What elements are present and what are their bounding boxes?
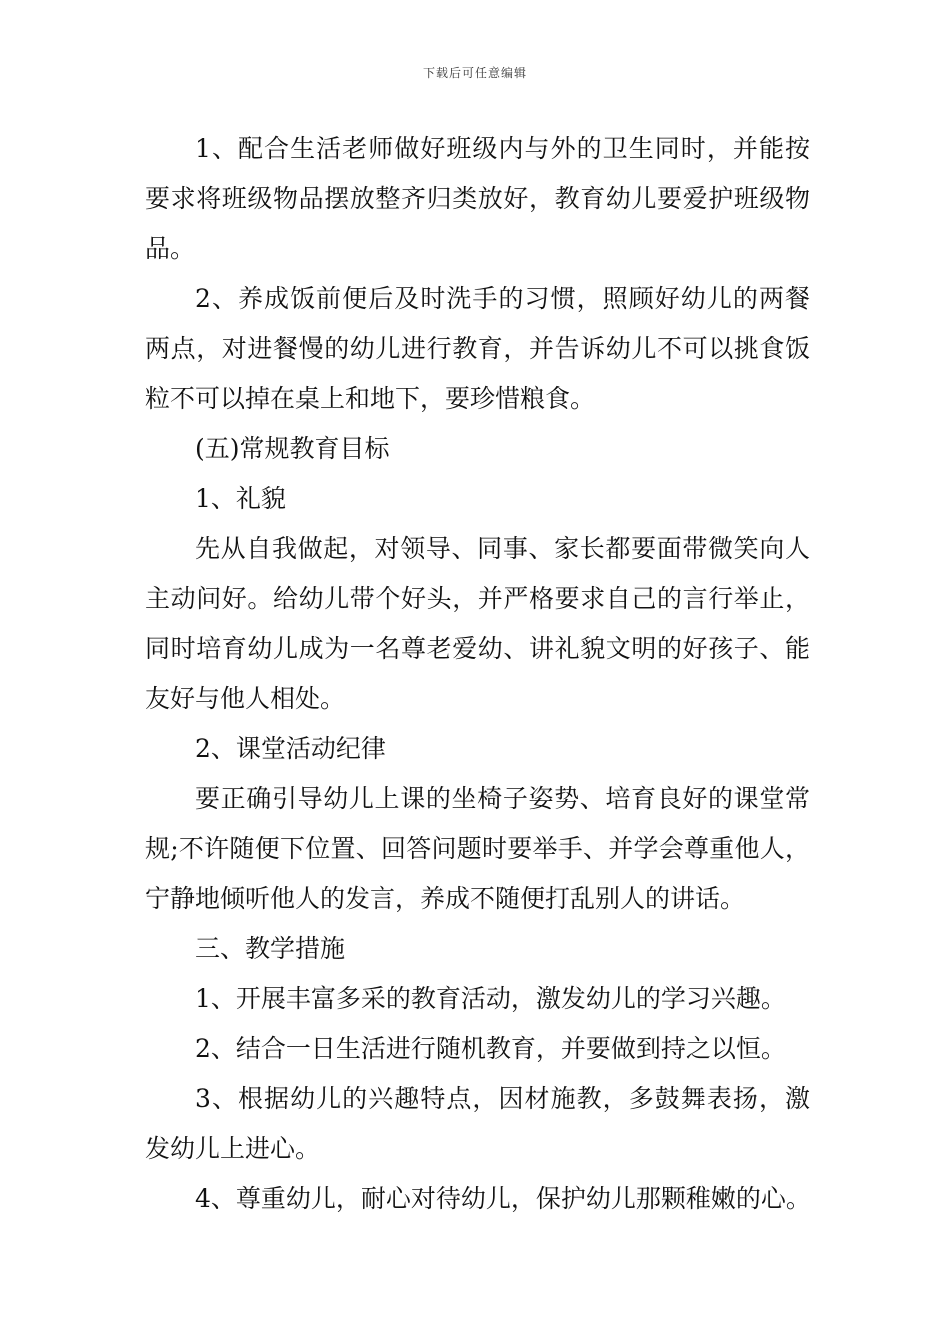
document-body: [145, 124, 810, 1224]
measure-item-4: 4、尊重幼儿，耐心对待幼儿，保护幼儿那颗稚嫩的心。: [195, 1184, 811, 1213]
subheading-classroom-discipline: 2、课堂活动纪律: [195, 734, 386, 763]
section-heading-teaching-measures: 三、教学措施: [195, 934, 346, 963]
measure-item-3: 3、根据幼儿的兴趣特点，因材施教，多鼓舞表扬，激发幼儿上进心。: [145, 1084, 810, 1163]
page-header: 下载后可任意编辑: [422, 66, 527, 80]
measure-item-2: 2、结合一日生活进行随机教育，并要做到持之以恒。: [195, 1034, 786, 1063]
section-heading-routine-goals: (五)常规教育目标: [195, 434, 390, 463]
paragraph-handwashing: 2、养成饭前便后及时洗手的习惯，照顾好幼儿的两餐两点，对进餐慢的幼儿进行教育，并告诉幼儿不可以挑食饭粒不可以掉在桌上和地下，要珍惜粮食。: [145, 284, 810, 413]
measure-item-1: 1、开展丰富多采的教育活动，激发幼儿的学习兴趣。: [195, 984, 786, 1013]
paragraph-hygiene: 1、配合生活老师做好班级内与外的卫生同时，并能按要求将班级物品摆放整齐归类放好，教育幼儿要爱护班级物品。: [145, 134, 810, 263]
paragraph-classroom-discipline: 要正确引导幼儿上课的坐椅子姿势、培育良好的课堂常规;不许随便下位置、回答问题时要举手、并学会尊重他人，宁静地倾听他人的发言，养成不随便打乱别人的讲话。: [145, 784, 810, 913]
subheading-manners: 1、礼貌: [195, 484, 286, 513]
paragraph-manners: 先从自我做起，对领导、同事、家长都要面带微笑向人主动问好。给幼儿带个好头，并严格要求自己的言行举止，同时培育幼儿成为一名尊老爱幼、讲礼貌文明的好孩子、能友好与他人相处。: [145, 534, 810, 713]
